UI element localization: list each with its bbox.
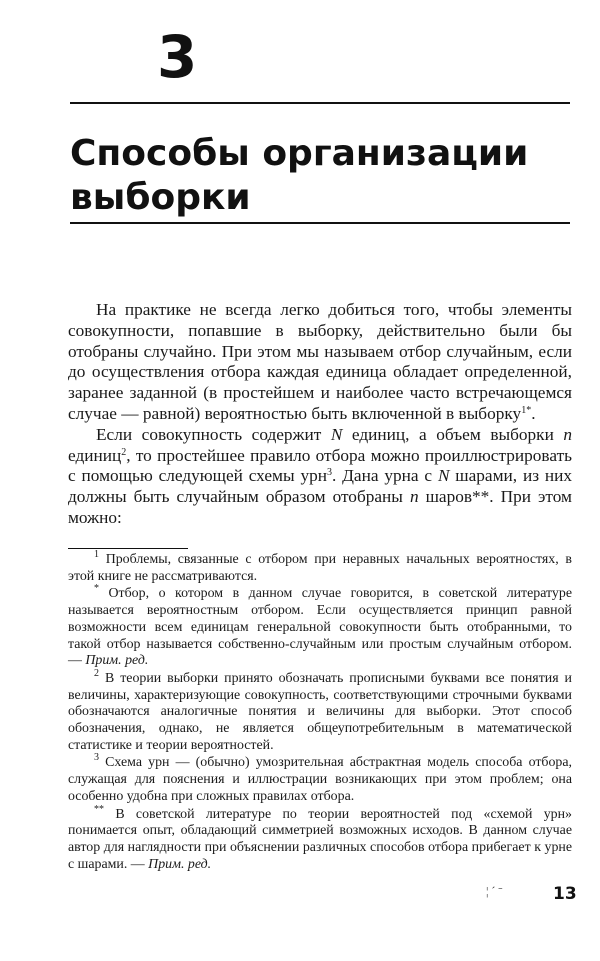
footnote-1-star [68,583,572,670]
editor-note: Прим. ред. [85,653,149,669]
paragraph-2-text: шарами, из них должны быть случайным образом отобраны [68,466,573,507]
paragraph-1-text: На практике не всегда легко добиться того, чтобы элементы совокупности, попавшие в выборку, действительно были бы отобраны случайно. При этом мы называем отбор случайным, если до осуществления отбора каждая единица обладает определенной, заранее заданной (в простейшем и наиболее часто встречающемся случае — равной) вероятностью быть включенной в выборку [68,300,572,423]
footnote-mark: 3 [94,752,99,764]
paragraph-2-text: Если совокупность содержит [96,424,331,444]
paragraph-2-text: шаров**. При этом можно: [68,487,572,527]
variable-N: N [437,466,450,486]
variable-N: N [330,424,343,444]
footnote-ref: 2 [121,446,127,458]
chapter-number: 3 [157,23,198,91]
footnote-3 [68,752,572,805]
variable-n: n [409,487,419,507]
paragraph-2-text: . Дана урна с [331,466,438,486]
paragraph-2-text: единиц, а объем выборки [342,424,564,444]
title-bottom-rule [70,222,570,224]
footnote-mark: 2 [94,667,99,679]
footnote-1 [68,549,572,585]
chapter-title [70,132,570,220]
body-text [68,300,572,529]
chapter-title-line-1: Способы организации [70,133,529,174]
footnote-ref: 1* [521,404,532,416]
paragraph-2-text: единиц [68,445,122,465]
footnote-text: Проблемы, связанные с отбором при неравных начальных вероятностях, в этой книге не рассматриваются. [68,552,572,584]
chapter-title-line-2: выборки [70,177,251,218]
footnote-mark: ** [94,803,104,815]
editor-note: Прим. ред. [148,856,212,872]
variable-n: n [563,424,573,444]
footnote-mark: 1 [94,549,99,560]
title-top-rule [70,102,570,104]
footnote-separator [68,548,188,549]
footnote-4 [68,803,572,874]
footnote-text: Схема урн — (обычно) умозрительная абстрактная модель способа отбора, служащая для пояснения и иллюстрации возникающих при этом проблем; она особенно удобна при сложных правилах отбора. [68,755,572,804]
paragraph-2-text: , то простейшее правило отбора можно проиллюстрировать с помощью следующей схемы урн [68,445,572,486]
paragraph-1 [68,300,572,425]
footnote-ref: 3 [326,467,332,479]
footnote-text: Отбор, о котором в данном случае говорится, в советской литературе называется вероятностным отбором. Если осуществляется принцип равной возможности всем единицам генеральной совокупности быть отобранными, то такой отбор называется собственно-случайным или простым случайным отбором. — [68,586,572,669]
footnote-text: В советской литературе по теории вероятностей под «схемой урн» понимается опыт, обладающий симметрией возможных исходов. В данном случае автор для наглядности при объяснении различных способов отбора прибегает к урне с шарами. — [68,806,572,872]
footnote-mark: * [94,583,99,595]
paragraph-1-end: . [531,403,536,423]
footnote-2 [68,667,572,755]
scan-artifact: ¦ ˊ ˉ [486,884,503,898]
footnotes [68,549,572,873]
paragraph-2 [68,425,572,529]
footnote-text: В теории выборки принято обозначать прописными буквами все понятия и величины, характеризующие совокупность, соответствующими строчными буквами обозначаются аналогичные понятия и величины для выборки. Этот способ обозначения, однако, не является общеупотребительным в математической статистике и теории вероятностей. [68,670,572,753]
page-number: 13 [553,884,577,904]
